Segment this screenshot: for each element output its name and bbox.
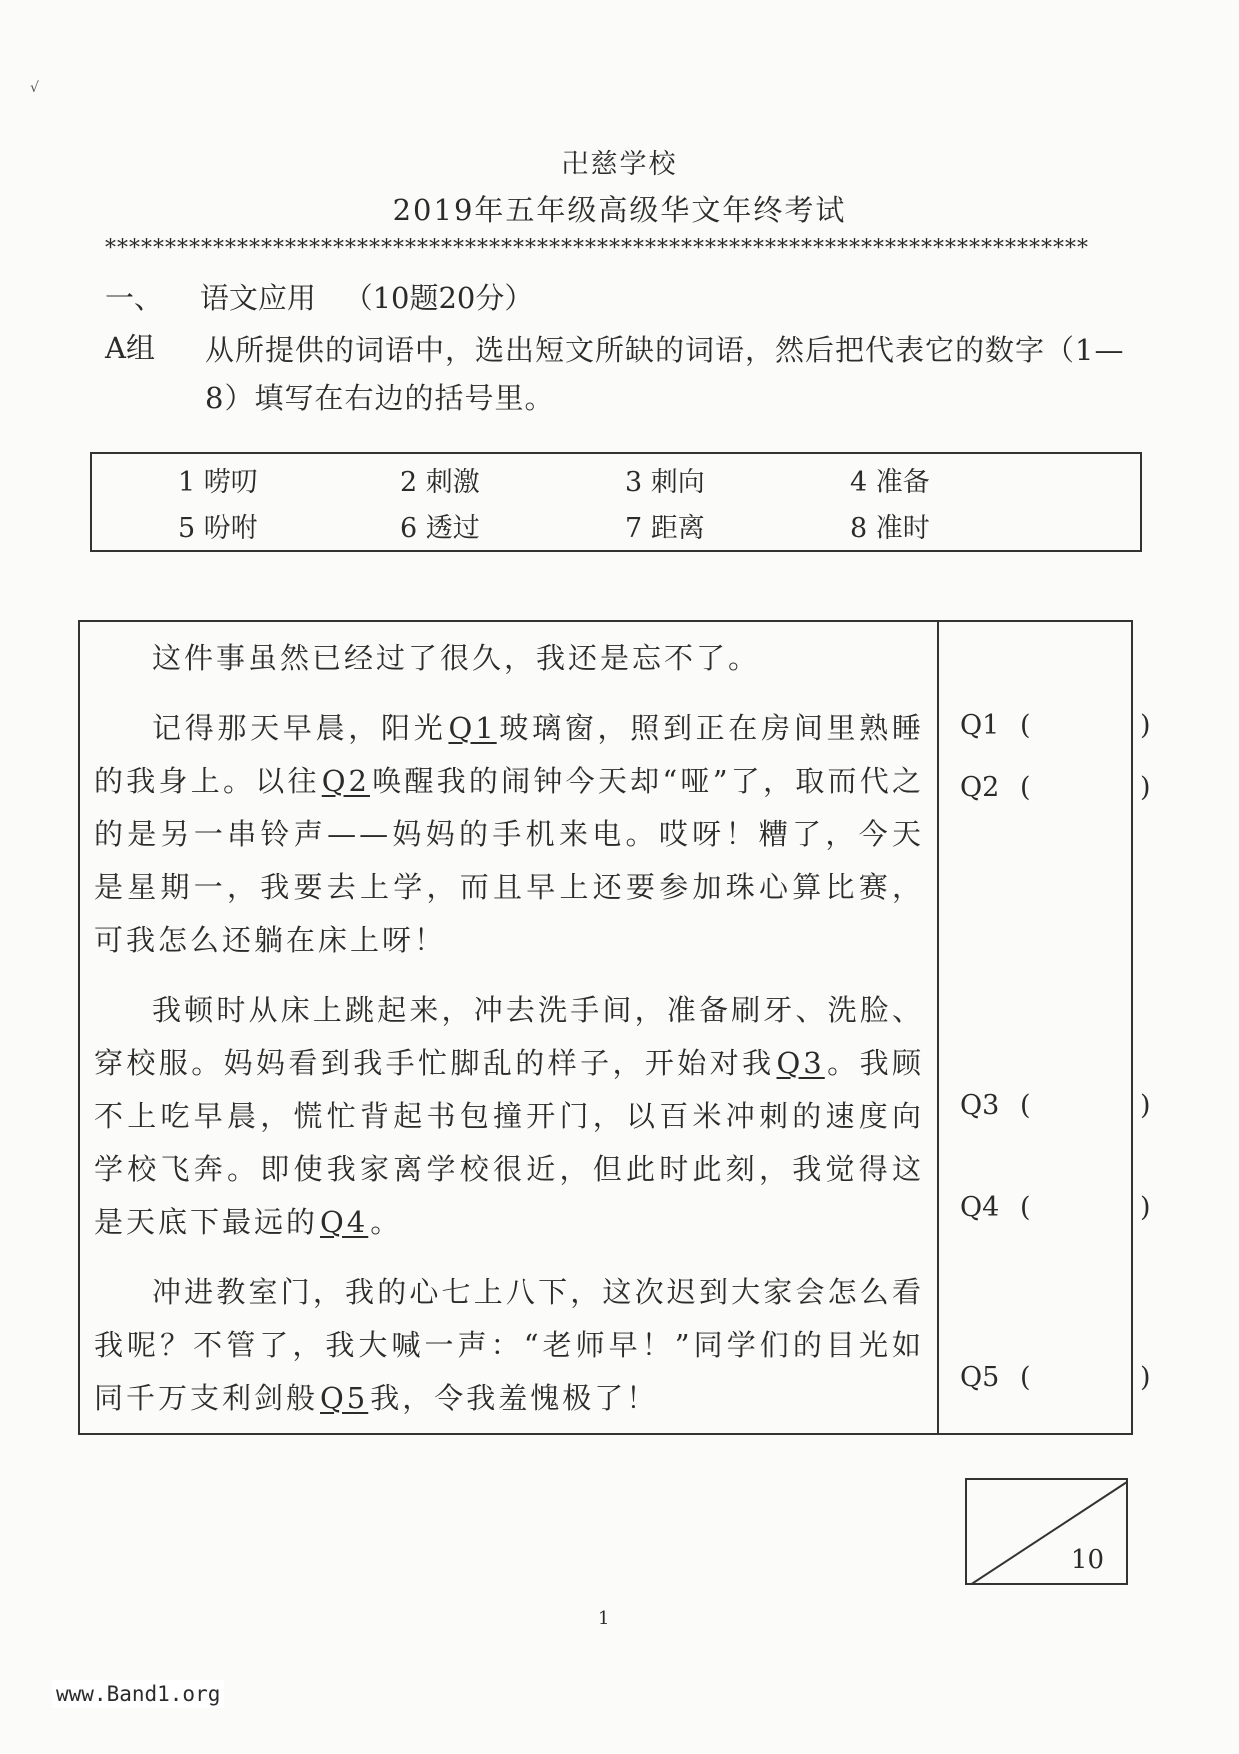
star-divider: ********************************************************************************** [105, 236, 1089, 261]
school-name: 卍慈学校 [561, 149, 678, 180]
passage-paragraph: 这件事虽然已经过了很久，我还是忘不了。 [152, 641, 761, 675]
answer-column-divider [937, 622, 939, 1433]
word-bank-box [90, 452, 1142, 552]
passage-box [78, 620, 1151, 1435]
word-bank-item: 4 准备 [850, 467, 930, 498]
word-bank-item: 3 刺向 [625, 467, 705, 498]
passage-text [94, 632, 924, 1442]
passage-paragraph: 我顿时从床上跳起来，冲去洗手间，准备刷牙、洗脸、穿校服。妈妈看到我手忙脚乱的样子，开始对我Q3。我顾不上吃早晨，慌忙背起书包撞开门，以百米冲刺的速度向学校飞奔。即使我家离学校很近，但此时此刻，我觉得这是天底下最远的Q4。 [94, 993, 924, 1239]
word-bank-item: 8 准时 [850, 513, 930, 544]
exam-title: 2019年五年级高级华文年终考试 [392, 193, 847, 227]
blank-q4: Q4 [320, 1205, 369, 1239]
word-bank-item: 2 刺激 [400, 467, 480, 498]
watermark: www.Band1.org [52, 1680, 224, 1708]
answer-slot-q3[interactable]: Q3 ( ) [960, 1090, 1151, 1121]
word-bank-item: 1 唠叨 [178, 467, 258, 498]
score-box [965, 1478, 1128, 1585]
group-label: A组 [105, 331, 155, 365]
section-heading [105, 276, 533, 317]
blank-q1: Q1 [448, 711, 497, 745]
answer-slot-q5[interactable]: Q5 ( ) [960, 1362, 1151, 1393]
answer-slot-q4[interactable]: Q4 ( ) [960, 1192, 1151, 1223]
answer-slot-q2[interactable]: Q2 ( ) [960, 772, 1151, 803]
page-number: 1 [598, 1608, 610, 1629]
passage-paragraph: 冲进教室门，我的心七上八下，这次迟到大家会怎么看我呢？不管了，我大喊一声：“老师早！”同学们的目光如同千万支利剑般Q5我，令我羞愧极了！ [94, 1275, 924, 1415]
word-bank-item: 6 透过 [400, 513, 480, 544]
blank-q2: Q2 [321, 764, 370, 798]
section-number: 一、 [105, 281, 164, 315]
word-bank-item: 5 吩咐 [178, 513, 258, 544]
section-title: 语文应用 [199, 281, 316, 315]
margin-tick-mark: √ [30, 80, 39, 96]
blank-q3: Q3 [776, 1046, 825, 1080]
score-total: 10 [1070, 1545, 1104, 1575]
group-instruction: 从所提供的词语中，选出短文所缺的词语，然后把代表它的数字（1—8）填写在右边的括号里。 [205, 333, 1125, 415]
passage-paragraph: 记得那天早晨，阳光Q1玻璃窗，照到正在房间里熟睡的我身上。以往Q2唤醒我的闹钟今天却“哑”了，取而代之的是另一串铃声——妈妈的手机来电。哎呀！糟了，今天是星期一，我要去上学，而且早上还要参加珠心算比赛，可我怎么还躺在床上呀！ [94, 711, 924, 957]
answer-slot-q1[interactable]: Q1 ( ) [960, 710, 1151, 741]
word-bank-item: 7 距离 [625, 513, 705, 544]
blank-q5: Q5 [320, 1381, 369, 1415]
section-points: （10题20分） [343, 281, 534, 315]
